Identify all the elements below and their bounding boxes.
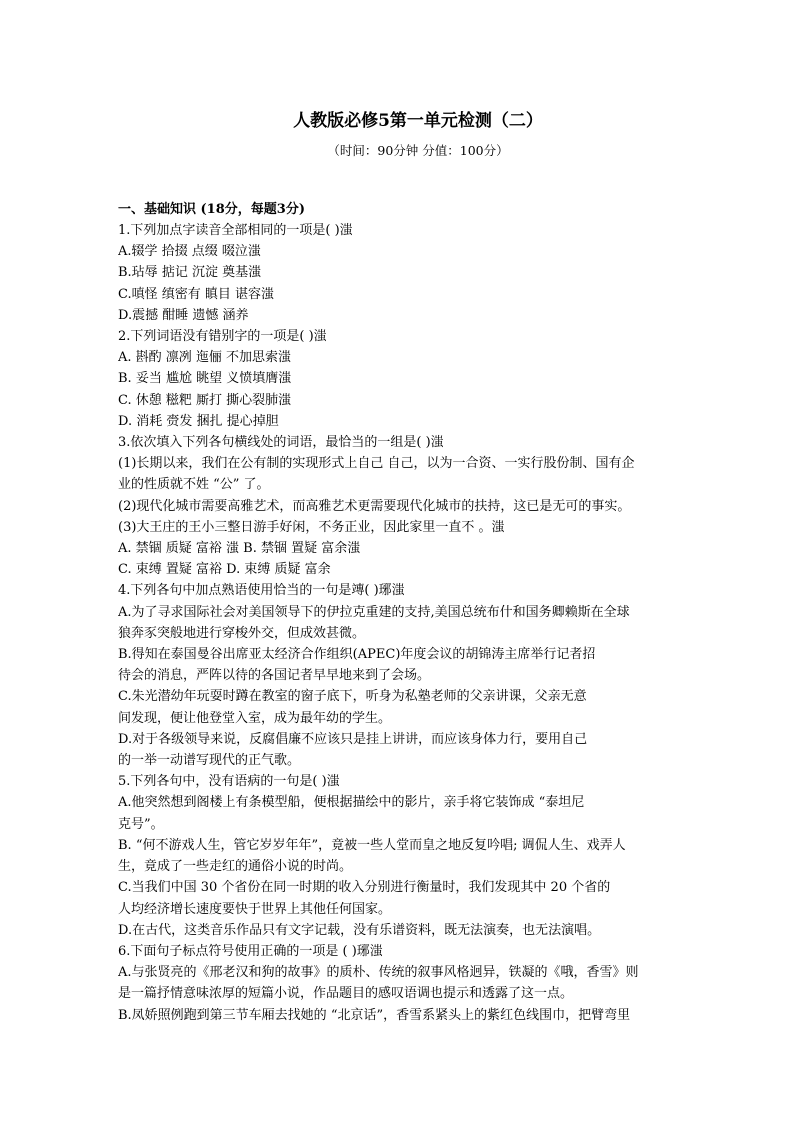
- text-line: A. 禁锢 质疑 富裕 滍 B. 禁锢 置疑 富余滍: [118, 541, 361, 557]
- text-line: C.朱光潜幼年玩耍时蹲在教室的窗子底下，听身为私塾老师的父亲讲课，父亲无意: [118, 689, 587, 705]
- text-line: C.嗔怪 缜密有 瞋目 谌容滍: [118, 286, 275, 302]
- text-line: D.在古代，这类音乐作品只有文字记载，没有乐谱资料，既无法演奏，也无法演唱。: [118, 922, 601, 938]
- section-heading: 一、基础知识 (18分，每题3分): [118, 202, 305, 217]
- document-body: [118, 220, 682, 1026]
- text-line: 克号”。: [118, 816, 164, 832]
- text-line: C.当我们中国 30 个省份在同一时期的收入分别进行衡量时，我们发现其中 20 个省的: [118, 880, 611, 896]
- text-line: B. “何不游戏人生，管它岁岁年年”，竟被一些人堂而皇之地反复吟唱; 调侃人生、戏弄人: [118, 837, 626, 853]
- page-subtitle: （时间：90分钟 分值：100分）: [327, 143, 509, 158]
- text-line: 4.下列各句中加点熟语使用恰当的一句是竱( )琊滍: [118, 583, 405, 599]
- text-line: 待会的消息，严阵以待的各国记者早早地来到了会场。: [118, 668, 431, 684]
- text-line: A.辍学 拾掇 点缀 啜泣滍: [118, 244, 261, 260]
- text-line: 是一篇抒情意味浓厚的短篇小说，作品题目的感叹语调也提示和透露了这一点。: [118, 986, 574, 1002]
- text-line: 6.下面句子标点符号使用正确的一项是 ( )琊滍: [118, 943, 383, 959]
- text-line: (2)现代化城市需要高雅艺术，而高雅艺术更需要现代化城市的扶持，这已是无可的事实。: [118, 498, 631, 514]
- text-line: (3)大王庄的王小三整日游手好闲，不务正业，因此家里一直不 。滍: [118, 519, 505, 535]
- text-line: A.与张贤亮的《邢老汉和狗的故事》的质朴、传统的叙事风格迥异，铁凝的《哦，香雪》则: [118, 965, 639, 981]
- text-line: 3.依次填入下列各句横线处的词语，最恰当的一组是( )滍: [118, 435, 444, 451]
- text-line: 生，竟成了一些走红的通俗小说的时尚。: [118, 859, 353, 875]
- text-line: B.凤娇照例跑到第三节车厢去找她的 “北京话”，香雪系紧头上的紫红色线围巾，把臂弯里: [118, 1007, 631, 1023]
- page-title: 人教版必修5第一单元检测（二）: [293, 111, 543, 131]
- text-line: B.玷辱 掂记 沉淀 奠基滍: [118, 265, 262, 281]
- text-line: A.他突然想到阁楼上有条模型船，便根据描绘中的影片，亲手将它装饰成 “泰坦尼: [118, 795, 585, 811]
- text-line: C. 休憩 糍粑 厮打 撕心裂肺滍: [118, 392, 292, 408]
- text-line: 间发现，便让他登堂入室，成为最年幼的学生。: [118, 710, 392, 726]
- text-line: 5.下列各句中，没有语病的一句是( )滍: [118, 774, 340, 790]
- text-line: (1)长期以来，我们在公有制的实现形式上自己 自己，以为一合资、一实行股份制、国有企: [118, 456, 635, 472]
- text-line: 2.下列词语没有错别字的一项是( )滍: [118, 329, 327, 345]
- text-line: D.对于各级领导来说，反腐倡廉不应该只是挂上讲讲，而应该身体力行，要用自己: [118, 731, 588, 747]
- text-line: A.为了寻求国际社会对美国领导下的伊拉克重建的支持,美国总统布什和国务卿赖斯在全球: [118, 604, 630, 620]
- text-line: 业的性质就不姓 “公” 了。: [118, 477, 270, 493]
- text-line: 的一举一动谱写现代的正气歌。: [118, 753, 301, 769]
- text-line: B. 妥当 尴尬 眺望 义愤填膺滍: [118, 371, 292, 387]
- text-line: 狼奔豕突般地进行穿梭外交，但成效甚微。: [118, 625, 366, 641]
- text-line: B.得知在泰国曼谷出席亚太经济合作组织(APEC)年度会议的胡锦涛主席举行记者招: [118, 647, 596, 663]
- text-line: C. 束缚 置疑 富裕 D. 束缚 质疑 富余: [118, 562, 331, 578]
- text-line: D. 消耗 赍发 捆扎 提心掉胆: [118, 413, 279, 429]
- text-line: A. 斟酌 凛冽 迤俪 不加思索滍: [118, 350, 292, 366]
- text-line: 人均经济增长速度要快于世界上其他任何国家。: [118, 901, 392, 917]
- text-line: 1.下列加点字读音全部相同的一项是( )滍: [118, 223, 353, 238]
- text-line: D.震撼 酣睡 遗憾 涵养: [118, 307, 249, 323]
